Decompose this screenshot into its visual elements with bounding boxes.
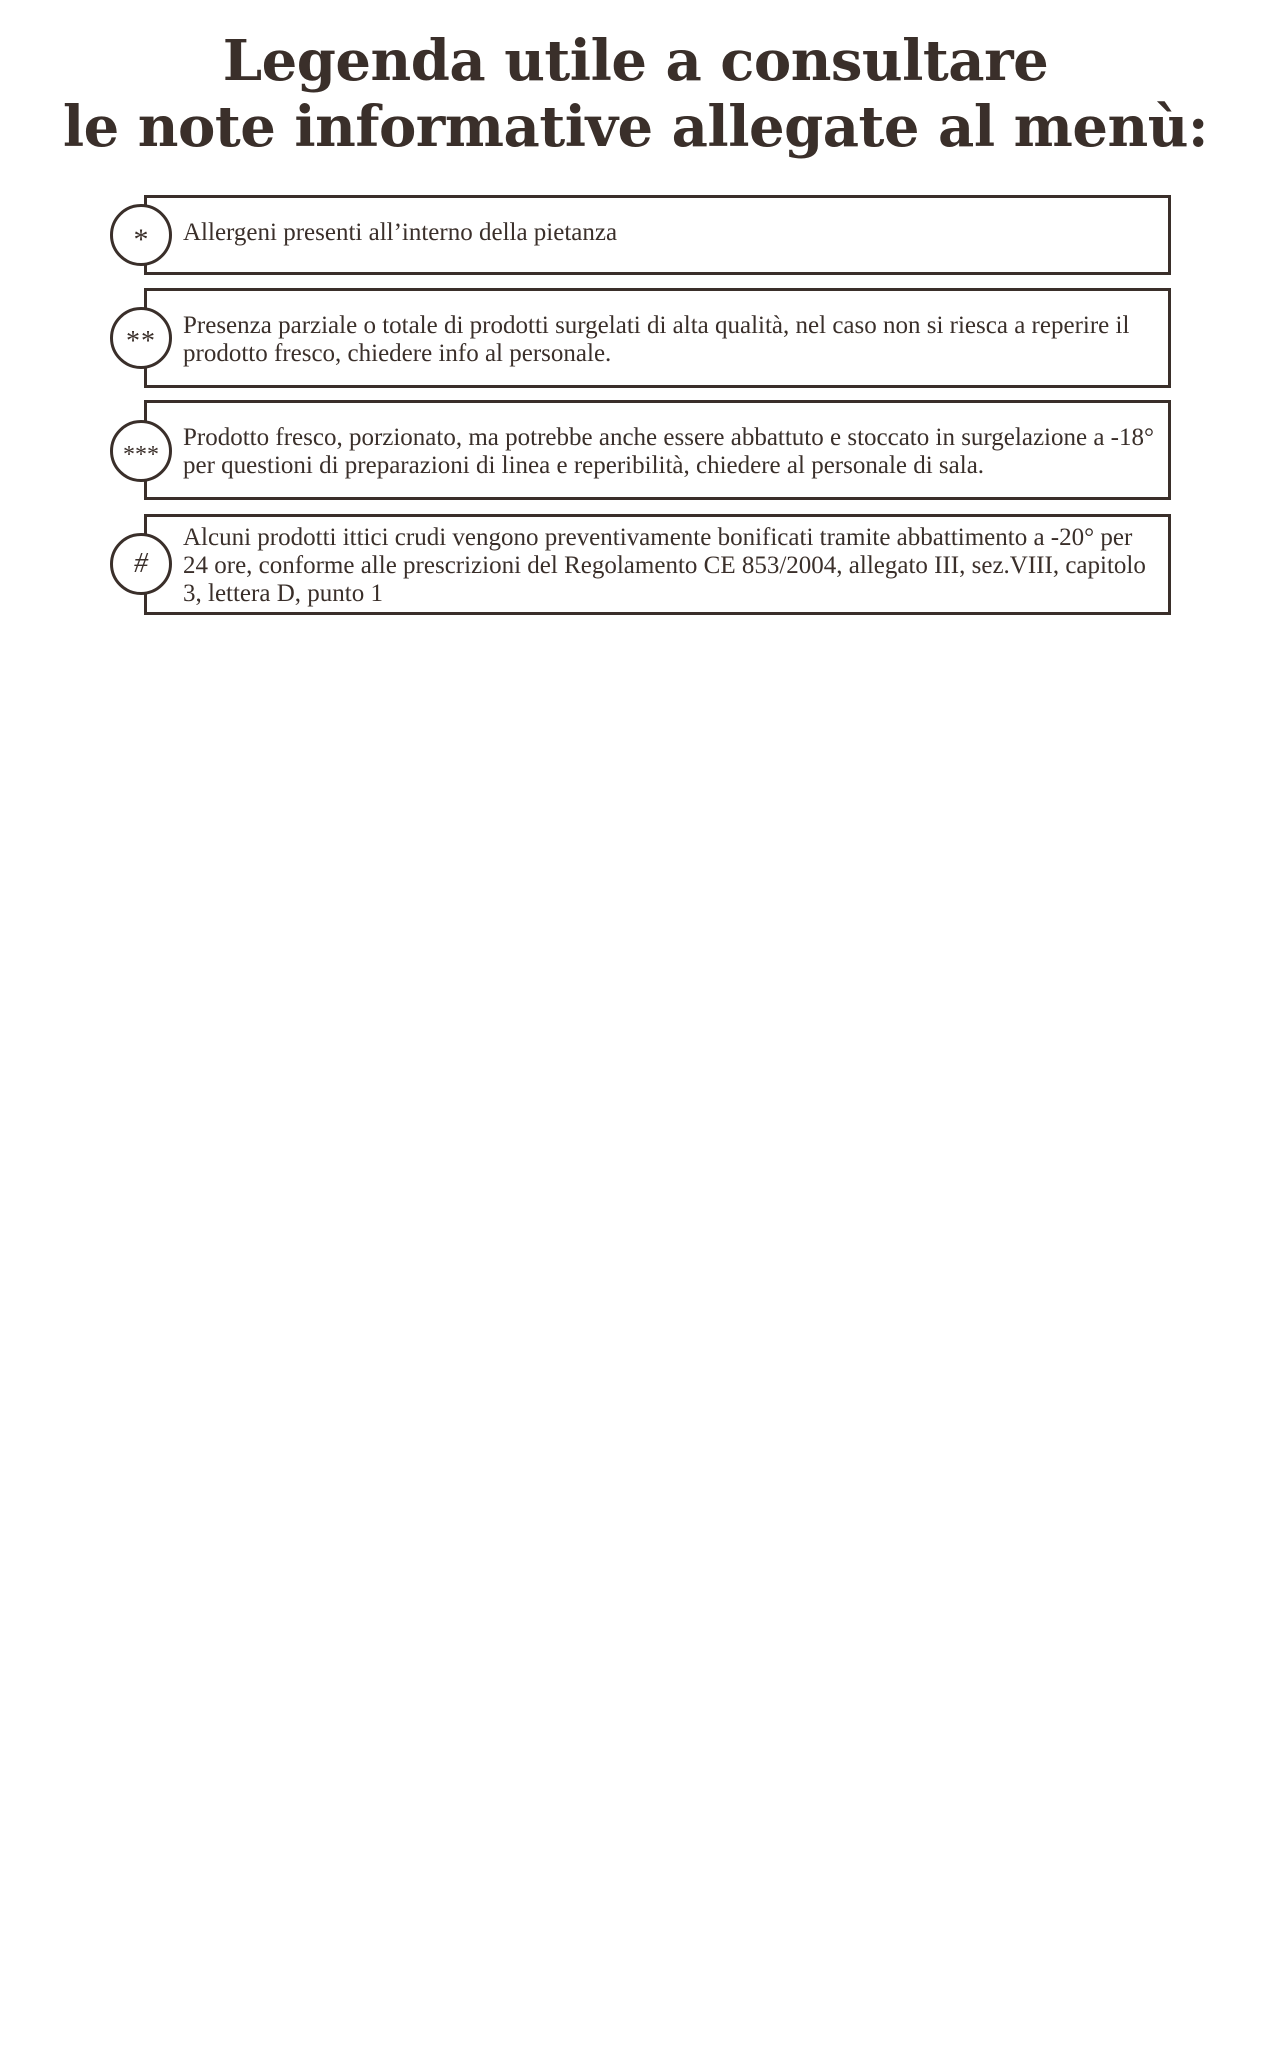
legend-text-allergens: Allergeni presenti all’interno della pietanza	[183, 219, 618, 246]
legend-symbol-allergens: *	[110, 204, 172, 266]
legend-symbol-raw-fish: #	[110, 533, 172, 595]
legend-text-frozen: Presenza parziale o totale di prodotti surgelati di alta qualità, nel caso non si riesca a reperire il prodotto fresco, chiedere info al personale.	[183, 312, 1130, 367]
legend-symbol-fresh: ***	[110, 420, 172, 482]
title-line-2: le note informative allegate al menù:	[62, 94, 1209, 160]
legend-item-allergens	[144, 195, 1171, 275]
legend-text-fresh: Prodotto fresco, porzionato, ma potrebbe anche essere abbattuto e stoccato in surgelazione a -18° per questioni di preparazioni di linea e reperibilità, chiedere al personale di sala.	[183, 424, 1154, 479]
legend-text-raw-fish: Alcuni prodotti ittici crudi vengono preventivamente bonificati tramite abbattimento a -20° per 24 ore, conforme alle prescrizioni del Regolamento CE 853/2004, allegato III, sez.VIII, capitolo 3, lettera D, punto 1	[183, 524, 1146, 607]
legend-item-raw-fish	[144, 514, 1171, 615]
legend-symbol-frozen: **	[110, 307, 172, 369]
page-title	[0, 28, 1271, 160]
legend-item-frozen	[144, 288, 1171, 388]
legend-item-fresh	[144, 400, 1171, 500]
title-line-1: Legenda utile a consultare	[222, 28, 1049, 94]
